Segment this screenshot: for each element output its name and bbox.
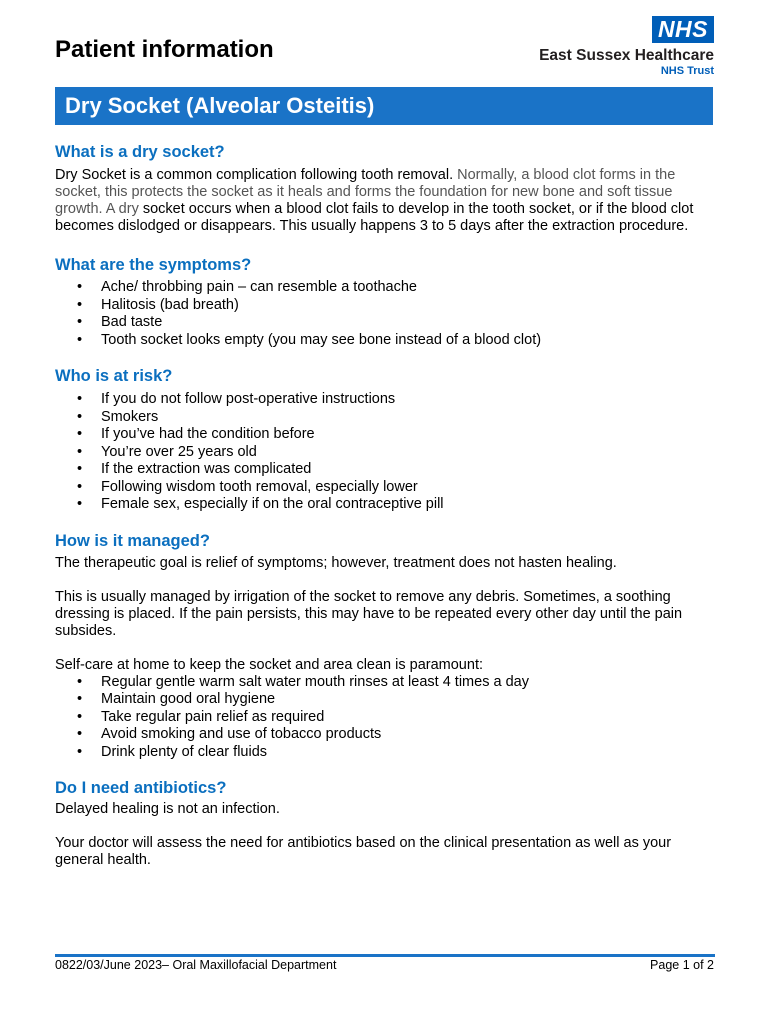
org-subtitle: NHS Trust: [660, 65, 714, 77]
section-heading-managed: How is it managed?: [55, 531, 210, 550]
list-item: • Maintain good oral hygiene: [55, 691, 715, 709]
section-text-what-is: [55, 167, 715, 235]
page-header-title: Patient information: [55, 36, 274, 63]
footer-divider: [55, 954, 715, 957]
antibiotics-paragraph-1: Delayed healing is not an infection.: [55, 801, 280, 817]
section-heading-symptoms: What are the symptoms?: [55, 256, 252, 274]
list-item: • Drink plenty of clear fluids: [55, 744, 715, 762]
text-part-muted: Normally, a blood clot forms in the socket, this protects the socket as it heals and forms the foundation for new bone and soft tissue growth. A dry: [55, 167, 676, 217]
document-body: [55, 142, 715, 869]
antibiotics-paragraph-2: Your doctor will assess the need for antibiotics based on the clinical presentation as well as your general health.: [55, 835, 672, 868]
document-title: Dry Socket (Alveolar Osteitis): [55, 87, 713, 125]
managed-paragraph-1: The therapeutic goal is relief of symptoms; however, treatment does not hasten healing.: [55, 554, 617, 571]
list-item: • If the extraction was complicated: [55, 461, 715, 479]
section-heading-what-is: What is a dry socket?: [55, 143, 225, 161]
footer-reference: 0822/03/June 2023– Oral Maxillofacial Department: [55, 958, 337, 972]
list-item: • Bad taste: [55, 314, 715, 332]
list-item: • Take regular pain relief as required: [55, 709, 715, 727]
list-item: • Female sex, especially if on the oral contraceptive pill: [55, 496, 715, 514]
risk-list: [55, 391, 715, 514]
symptoms-list: [55, 279, 715, 349]
list-item: • Tooth socket looks empty (you may see bone instead of a blood clot): [55, 332, 715, 350]
text-part: socket occurs when a blood clot fails to develop in the tooth socket, or if the blood clot becomes dislodged or disappears. This usually happens 3 to 5 days after the extraction procedure.: [55, 201, 694, 234]
self-care-list: [55, 674, 715, 762]
list-item: • Smokers: [55, 409, 715, 427]
list-item: • Halitosis (bad breath): [55, 297, 715, 315]
section-heading-antibiotics: Do I need antibiotics?: [55, 779, 227, 797]
org-name: East Sussex Healthcare: [539, 47, 714, 64]
list-item: • If you do not follow post-operative instructions: [55, 391, 715, 409]
list-item: • Avoid smoking and use of tobacco products: [55, 726, 715, 744]
nhs-logo-block: [539, 16, 714, 78]
text-part: Dry Socket is a common complication following tooth removal.: [55, 167, 454, 183]
list-item: • You’re over 25 years old: [55, 444, 715, 462]
section-heading-risk: Who is at risk?: [55, 367, 173, 385]
managed-paragraph-3: Self-care at home to keep the socket and area clean is paramount:: [55, 656, 483, 673]
page-number: Page 1 of 2: [650, 958, 714, 972]
nhs-logo: NHS: [652, 16, 714, 43]
managed-paragraph-2: This is usually managed by irrigation of the socket to remove any debris. Sometimes, a soothing dressing is placed. If the pain persists, this may have to be repeated every other day until the pain subsides.: [55, 588, 683, 639]
list-item: • Ache/ throbbing pain – can resemble a toothache: [55, 279, 715, 297]
list-item: • Regular gentle warm salt water mouth rinses at least 4 times a day: [55, 674, 715, 692]
list-item: • If you’ve had the condition before: [55, 426, 715, 444]
list-item: • Following wisdom tooth removal, especially lower: [55, 479, 715, 497]
